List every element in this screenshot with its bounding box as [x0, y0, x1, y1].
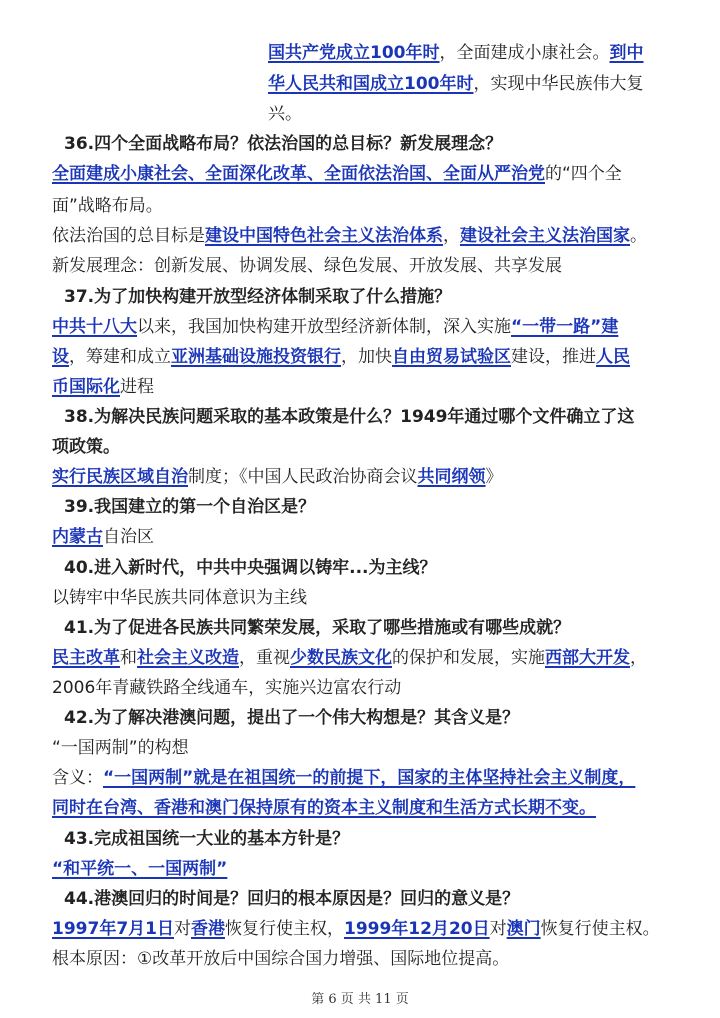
question-44 [64, 888, 519, 910]
key-term: “和平统一、一国两制” [52, 859, 228, 879]
key-term: 西部大开发 [545, 648, 630, 668]
answer-41-b [52, 677, 401, 699]
text-segment: 恢复行使主权。 [540, 919, 660, 939]
key-term: 人民 [596, 347, 630, 367]
text-segment: ，加快 [341, 347, 392, 367]
text-segment: ， [630, 648, 647, 668]
key-term: 国共产党成立100年时 [268, 43, 440, 63]
key-term: 设 [52, 347, 69, 367]
text-segment: 37.为了加快构建开放型经济体制采取了什么措施？ [64, 287, 452, 307]
key-term: 中共十八大 [52, 317, 137, 337]
text-segment: 兴。 [268, 104, 302, 124]
key-term: 自由贸易试验区 [392, 347, 511, 367]
question-43 [64, 828, 349, 850]
key-term: 内蒙古 [52, 527, 103, 547]
question-41 [64, 617, 570, 639]
text-segment: 43.完成祖国统一大业的基本方针是？ [64, 829, 350, 849]
text-segment: 以来，我国加快构建开放型经济新体制，深入实施 [137, 317, 511, 337]
text-segment: ， [443, 226, 460, 246]
text-segment: ，筹建和成立 [69, 347, 171, 367]
key-term: 同时在台湾、香港和澳门保持原有的资本主义制度和生活方式长期不变。 [52, 798, 596, 818]
answer-42-c [52, 797, 596, 819]
answer-36-b [52, 195, 163, 217]
text-segment: 制度；《中国人民政治协商会议 [188, 467, 418, 487]
answer-36-c [52, 225, 647, 247]
key-term: 少数民族文化 [290, 648, 392, 668]
line-35-cont-2 [268, 73, 644, 95]
key-term: 币国际化 [52, 377, 120, 397]
key-term: 实行民族区域自治 [52, 467, 188, 487]
text-segment: 41.为了促进各民族共同繁荣发展，采取了哪些措施或有哪些成就？ [64, 618, 571, 638]
key-term: “一带一路”建 [511, 317, 619, 337]
key-term: 社会主义改造 [137, 648, 239, 668]
key-term: “一国两制”就是在祖国统一的前提下，国家的主体坚持社会主义制度， [103, 768, 636, 788]
question-38-b [52, 436, 120, 458]
text-segment: 38.为解决民族问题采取的基本政策是什么？1949年通过哪个文件确立了这 [64, 407, 635, 427]
text-segment: 和 [120, 648, 137, 668]
text-segment: 42.为了解决港澳问题，提出了一个伟大构想是？其含义是？ [64, 708, 520, 728]
key-term: 澳门 [506, 919, 541, 939]
key-term: 到中 [609, 43, 644, 63]
answer-40 [52, 587, 307, 609]
text-segment: 的保护和发展，实施 [392, 648, 545, 668]
key-term: 亚洲基础设施投资银行 [171, 347, 341, 367]
answer-43 [52, 858, 227, 880]
text-segment: 新发展理念：创新发展、协调发展、绿色发展、开放发展、共享发展 [52, 256, 562, 276]
question-36 [64, 133, 502, 155]
page-footer: 第 6 页 共 11 页 [311, 992, 409, 1007]
question-40 [64, 557, 437, 579]
text-segment: 44.港澳回归的时间是？回归的根本原因是？回归的意义是？ [64, 889, 520, 909]
text-segment: 40.进入新时代，中共中央强调以铸牢...为主线？ [64, 558, 437, 578]
key-term: 共同纲领 [417, 467, 486, 487]
text-segment: 根本原因：①改革开放后中国综合国力增强、国际地位提高。 [52, 949, 510, 969]
text-segment: “一国两制”的构想 [52, 738, 189, 758]
text-segment: 2006年青藏铁路全线通车，实施兴边富农行动 [52, 678, 402, 698]
text-segment: 的“四个全 [545, 164, 622, 184]
line-35-cont-1 [268, 42, 644, 64]
key-term: 华人民共和国成立100年时 [268, 74, 474, 94]
answer-37-b [52, 346, 630, 368]
key-term: 建设社会主义法治国家 [460, 226, 630, 246]
answer-42-b [52, 767, 635, 789]
text-segment: ，重视 [239, 648, 290, 668]
text-segment: 。 [630, 226, 647, 246]
answer-44-a [52, 918, 660, 940]
text-segment: 36.四个全面战略布局？依法治国的总目标？新发展理念？ [64, 134, 503, 154]
text-segment: 建设，推进 [511, 347, 596, 367]
text-segment: 对 [173, 919, 191, 939]
text-segment: 对 [489, 919, 507, 939]
question-38-a [64, 406, 634, 428]
question-37 [64, 286, 451, 308]
text-segment: 含义： [52, 768, 103, 788]
text-segment: ，实现中华民族伟大复 [473, 74, 644, 94]
question-42 [64, 707, 519, 729]
answer-38 [52, 466, 503, 488]
text-segment: 以铸牢中华民族共同体意识为主线 [52, 588, 307, 608]
answer-39 [52, 526, 154, 548]
text-segment: 39.我国建立的第一个自治区是？ [64, 497, 316, 517]
answer-36-a [52, 163, 622, 185]
answer-36-d [52, 255, 562, 277]
text-segment: ，全面建成小康社会。 [439, 43, 610, 63]
answer-42-a [52, 737, 189, 759]
text-segment: 依法治国的总目标是 [52, 226, 205, 246]
text-segment: 项政策。 [52, 437, 120, 457]
key-term: 全面建成小康社会、全面深化改革、全面依法治国、全面从严治党 [52, 164, 545, 184]
answer-37-a [52, 316, 618, 338]
answer-41-a [52, 647, 647, 669]
text-segment: 》 [485, 467, 503, 487]
key-term: 香港 [190, 919, 225, 939]
text-segment: 自治区 [103, 527, 154, 547]
text-segment: 进程 [120, 377, 154, 397]
text-segment: 面”战略布局。 [52, 196, 163, 216]
key-term: 1999年12月20日 [343, 919, 490, 939]
key-term: 民主改革 [52, 648, 120, 668]
text-segment: 恢复行使主权， [224, 919, 344, 939]
key-term: 1997年7月1日 [52, 919, 174, 939]
answer-44-b [52, 948, 509, 970]
line-35-cont-3 [268, 103, 302, 125]
question-39 [64, 496, 315, 518]
key-term: 建设中国特色社会主义法治体系 [205, 226, 443, 246]
answer-37-c [52, 376, 154, 398]
